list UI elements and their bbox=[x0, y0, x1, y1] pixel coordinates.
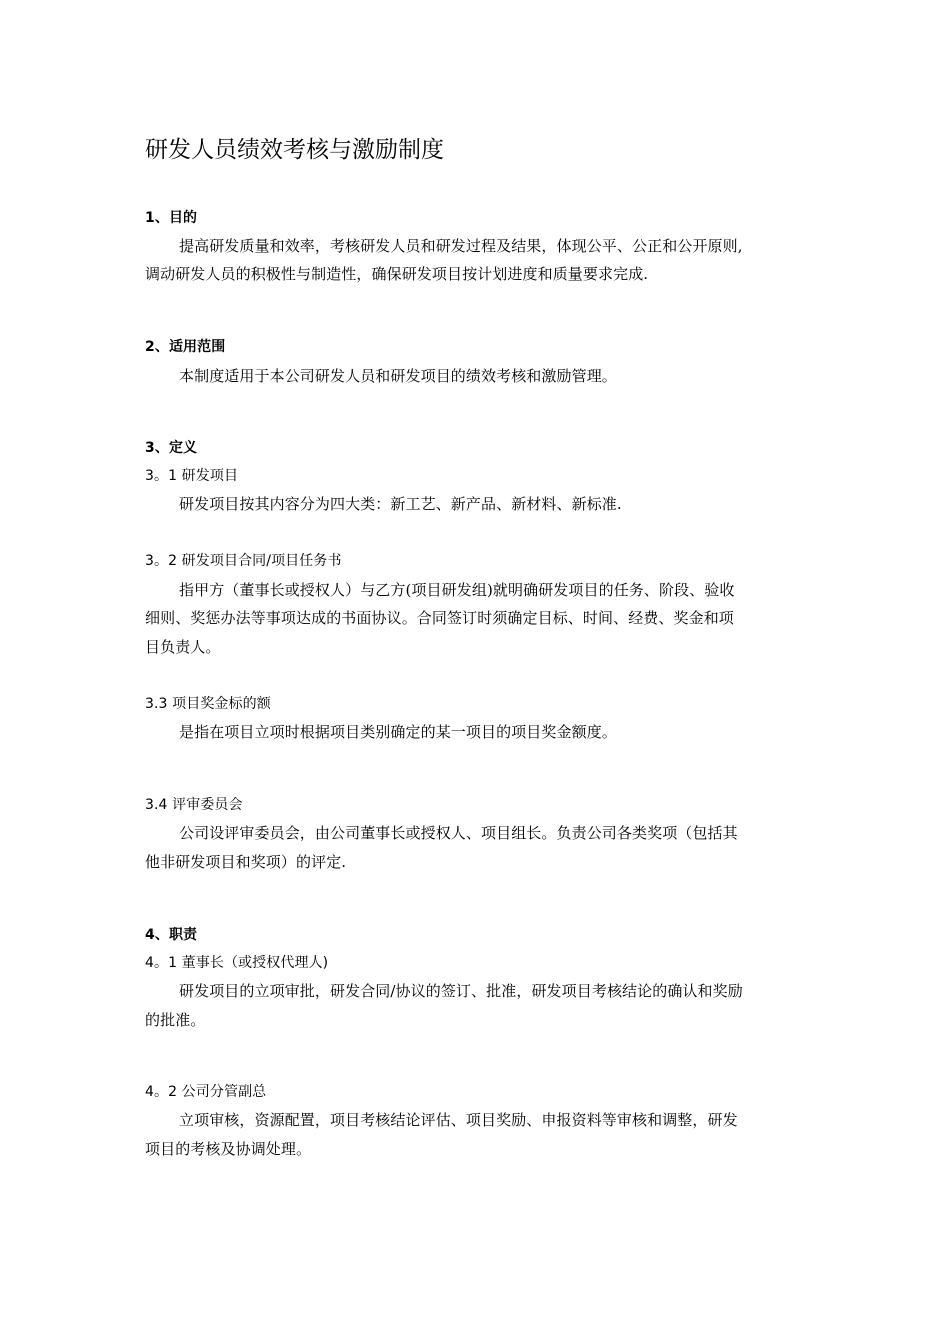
paragraph-line: 提高研发质量和效率，考核研发人员和研发过程及结果，体现公平、公正和公开原则, bbox=[179, 237, 743, 255]
subsection-title: 3。2 研发项目合同/项目任务书 bbox=[145, 553, 342, 569]
paragraph-line: 研发项目按其内容分为四大类：新工艺、新产品、新材料、新标准. bbox=[179, 495, 622, 513]
paragraph-line: 他非研发项目和奖项）的评定. bbox=[145, 853, 347, 871]
paragraph-line: 研发项目的立项审批，研发合同/协议的签订、批准，研发项目考核结论的确认和奖励 bbox=[179, 982, 743, 1000]
paragraph-line: 调动研发人员的积极性与制造性，确保研发项目按计划进度和质量要求完成. bbox=[145, 265, 649, 283]
subsection-title: 3。1 研发项目 bbox=[145, 468, 239, 484]
subsection-title: 3.3 项目奖金标的额 bbox=[145, 696, 271, 712]
section-heading-purpose: 1、目的 bbox=[145, 210, 198, 226]
paragraph-line: 目负责人。 bbox=[145, 638, 221, 656]
section-heading-scope: 2、适用范围 bbox=[145, 339, 226, 355]
paragraph-line: 指甲方（董事长或授权人）与乙方(项目研发组)就明确研发项目的任务、阶段、验收 bbox=[179, 581, 735, 599]
section-heading-responsibilities: 4、职责 bbox=[145, 927, 198, 943]
subsection-title: 4。1 董事长（或授权代理人) bbox=[145, 955, 329, 971]
section-heading-definitions: 3、定义 bbox=[145, 440, 198, 456]
document-title: 研发人员绩效考核与激励制度 bbox=[145, 137, 444, 163]
paragraph-line: 细则、奖惩办法等事项达成的书面协议。合同签订时须确定目标、时间、经费、奖金和项 bbox=[145, 609, 734, 627]
paragraph-line: 的批准。 bbox=[145, 1011, 206, 1029]
subsection-title: 3.4 评审委员会 bbox=[145, 797, 243, 813]
subsection-title: 4。2 公司分管副总 bbox=[145, 1084, 267, 1100]
paragraph-line: 立项审核，资源配置，项目考核结论评估、项目奖励、申报资料等审核和调整，研发 bbox=[179, 1111, 738, 1129]
paragraph-line: 是指在项目立项时根据项目类别确定的某一项目的项目奖金额度。 bbox=[179, 723, 617, 741]
paragraph-line: 公司设评审委员会，由公司董事长或授权人、项目组长。负责公司各类奖项（包括其 bbox=[179, 824, 738, 842]
paragraph-line: 本制度适用于本公司研发人员和研发项目的绩效考核和激励管理。 bbox=[179, 367, 617, 385]
paragraph-line: 项目的考核及协调处理。 bbox=[145, 1140, 312, 1158]
